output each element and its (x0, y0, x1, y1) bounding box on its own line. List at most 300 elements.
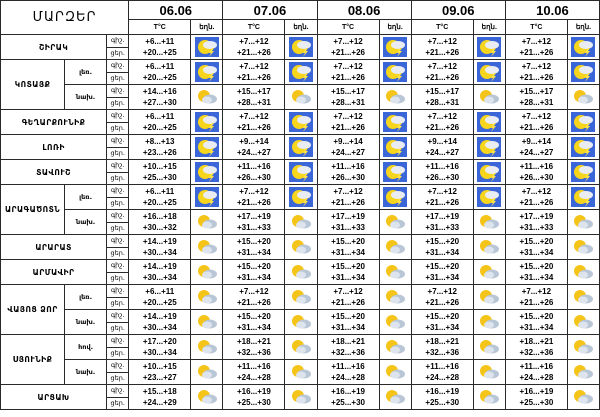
partly-cloudy-icon (477, 237, 501, 257)
temperature-range: +7...+12 (521, 61, 552, 71)
temperature-cell (317, 260, 379, 285)
partly-cloudy-icon (289, 212, 313, 232)
temperature-range: +24...+27 (331, 148, 365, 157)
partly-cloudy-icon (477, 362, 501, 382)
partly-cloudy-icon (571, 262, 595, 282)
temperature-range: +9...+14 (427, 136, 457, 146)
rain-thunder-icon (477, 112, 501, 132)
rain-thunder-icon (571, 187, 595, 207)
period-labels (107, 160, 129, 185)
temperature-range: +7...+12 (521, 286, 552, 296)
region-name: ԿՈՏԱՅՔ (1, 60, 65, 110)
rain-thunder-icon (195, 37, 219, 57)
weather-icon-cell (567, 60, 599, 85)
temperature-range: +21...+26 (519, 198, 554, 207)
temperature-range: +25...+30 (142, 173, 177, 182)
temperature-range: +31...+34 (237, 273, 271, 282)
weather-icon-cell (567, 385, 599, 410)
temperature-range: +15...+20 (331, 311, 365, 321)
temperature-cell (505, 135, 567, 160)
region-name: ԱՐԱՐԱՏ (1, 235, 107, 260)
period-label: ցեր. (107, 72, 128, 85)
temperature-cell (223, 360, 285, 385)
weather-icon-cell (379, 85, 411, 110)
temperature-cell (223, 210, 285, 235)
regions-header: ՄԱՐԶԵՐ (1, 1, 129, 35)
period-labels (107, 360, 129, 385)
temperature-range: +24...+29 (142, 398, 177, 407)
temperature-cell (223, 60, 285, 85)
temperature-cell (129, 35, 191, 60)
rain-thunder-icon (571, 112, 595, 132)
partly-cloudy-icon (195, 87, 219, 107)
subregion-label: նախ. (65, 85, 107, 110)
weather-icon-cell (473, 310, 505, 335)
weather-icon-cell (473, 235, 505, 260)
period-labels (107, 60, 129, 85)
temperature-range: +15...+18 (142, 386, 177, 396)
temperature-range: +24...+28 (331, 373, 365, 382)
partly-cloudy-icon (289, 237, 313, 257)
temperature-cell (223, 85, 285, 110)
period-label: գիշ. (110, 361, 125, 369)
temperature-cell (411, 60, 473, 85)
weather-column-header: եղն. (191, 20, 223, 35)
weather-icon-cell (379, 60, 411, 85)
period-label: ցեր. (107, 397, 128, 410)
temperature-range: +24...+28 (237, 373, 271, 382)
temperature-range: +17...+20 (142, 336, 177, 346)
weather-icon-cell (473, 335, 505, 360)
weather-icon-cell (567, 135, 599, 160)
temperature-range: +15...+17 (237, 86, 271, 96)
weather-icon-cell (567, 110, 599, 135)
partly-cloudy-icon (289, 362, 313, 382)
temperature-cell (411, 385, 473, 410)
rain-thunder-icon (477, 62, 501, 82)
temperature-range: +17...+19 (237, 211, 271, 221)
temperature-range: +30...+34 (142, 323, 177, 332)
temperature-range: +25...+30 (237, 398, 271, 407)
temperature-cell (223, 335, 285, 360)
temperature-cell (223, 35, 285, 60)
rain-thunder-icon (195, 137, 219, 157)
period-labels (107, 210, 129, 235)
temperature-range: +15...+17 (331, 86, 365, 96)
temperature-column-header: T°C (411, 20, 473, 35)
temperature-cell (505, 335, 567, 360)
temperature-range: +23...+26 (142, 148, 177, 157)
temperature-range: +15...+20 (237, 236, 271, 246)
temperature-range: +25...+30 (519, 398, 554, 407)
partly-cloudy-icon (477, 387, 501, 407)
temperature-range: +7...+12 (239, 111, 269, 121)
temperature-cell (411, 360, 473, 385)
rain-thunder-icon (383, 162, 407, 182)
temperature-range: +21...+26 (519, 298, 554, 307)
temperature-cell (317, 60, 379, 85)
weather-icon-cell (191, 110, 223, 135)
partly-cloudy-icon (195, 362, 219, 382)
temperature-range: +15...+17 (519, 86, 554, 96)
temperature-range: +15...+20 (425, 261, 460, 271)
weather-icon-cell (191, 210, 223, 235)
temperature-range: +31...+33 (237, 223, 271, 232)
temperature-range: +6...+11 (145, 36, 175, 46)
weather-icon-cell (191, 310, 223, 335)
temperature-cell (411, 160, 473, 185)
region-row (1, 335, 600, 360)
temperature-range: +17...+19 (425, 211, 460, 221)
rain-thunder-icon (571, 62, 595, 82)
partly-cloudy-icon (383, 362, 407, 382)
rain-thunder-icon (383, 62, 407, 82)
temperature-range: +21...+26 (237, 48, 271, 57)
temperature-range: +21...+26 (237, 298, 271, 307)
temperature-range: +25...+30 (331, 398, 365, 407)
region-row (1, 310, 600, 335)
temperature-range: +11...+16 (237, 361, 271, 371)
weather-column-header: եղն. (473, 20, 505, 35)
temperature-range: +26...+30 (237, 173, 271, 182)
period-label: գիշ. (110, 336, 125, 344)
temperature-cell (505, 310, 567, 335)
temperature-cell (223, 235, 285, 260)
temperature-range: +16...+19 (331, 386, 365, 396)
temperature-cell (223, 285, 285, 310)
weather-icon-cell (567, 335, 599, 360)
partly-cloudy-icon (477, 312, 501, 332)
temperature-range: +16...+19 (425, 386, 460, 396)
temperature-range: +17...+19 (519, 211, 554, 221)
weather-icon-cell (285, 310, 317, 335)
rain-thunder-icon (289, 162, 313, 182)
rain-thunder-icon (571, 162, 595, 182)
weather-icon-cell (285, 160, 317, 185)
temperature-column-header: T°C (223, 20, 285, 35)
weather-icon-cell (379, 210, 411, 235)
temperature-cell (129, 385, 191, 410)
temperature-range: +21...+26 (519, 123, 554, 132)
temperature-cell (129, 160, 191, 185)
temperature-range: +21...+26 (425, 73, 460, 82)
temperature-range: +18...+21 (331, 336, 365, 346)
temperature-range: +14...+19 (142, 311, 177, 321)
temperature-cell (411, 310, 473, 335)
temperature-cell (223, 110, 285, 135)
temperature-cell (505, 110, 567, 135)
temperature-range: +28...+31 (237, 98, 271, 107)
partly-cloudy-icon (571, 362, 595, 382)
period-label: ցեր. (107, 347, 128, 360)
partly-cloudy-icon (571, 387, 595, 407)
region-name: ՇԻՐԱԿ (1, 35, 107, 60)
partly-cloudy-icon (571, 337, 595, 357)
period-labels (107, 285, 129, 310)
temperature-range: +11...+16 (237, 161, 271, 171)
weather-icon-cell (285, 335, 317, 360)
period-label: ցեր. (107, 122, 128, 135)
weather-icon-cell (567, 235, 599, 260)
partly-cloudy-icon (383, 87, 407, 107)
temperature-range: +7...+12 (333, 286, 363, 296)
temperature-range: +15...+20 (519, 311, 554, 321)
temperature-range: +7...+12 (239, 61, 269, 71)
period-label: ցեր. (107, 97, 128, 110)
temperature-cell (129, 185, 191, 210)
temperature-range: +31...+33 (519, 223, 554, 232)
temperature-range: +9...+14 (521, 136, 552, 146)
partly-cloudy-icon (195, 387, 219, 407)
temperature-range: +21...+26 (425, 298, 460, 307)
period-labels (107, 185, 129, 210)
rain-thunder-icon (383, 187, 407, 207)
temperature-range: +30...+34 (142, 273, 177, 282)
partly-cloudy-icon (195, 262, 219, 282)
temperature-cell (223, 260, 285, 285)
period-label: գիշ. (110, 36, 125, 44)
rain-thunder-icon (195, 187, 219, 207)
weather-icon-cell (473, 35, 505, 60)
temperature-range: +21...+26 (519, 48, 554, 57)
temperature-cell (505, 285, 567, 310)
temperature-range: +11...+16 (425, 361, 459, 371)
partly-cloudy-icon (289, 287, 313, 307)
rain-thunder-icon (477, 187, 501, 207)
weather-icon-cell (191, 385, 223, 410)
temperature-range: +7...+12 (333, 61, 363, 71)
temperature-range: +26...+30 (331, 173, 365, 182)
date-header: 09.06 (411, 1, 505, 20)
weather-icon-cell (379, 310, 411, 335)
temperature-range: +31...+33 (425, 223, 460, 232)
temperature-range: +21...+26 (331, 123, 365, 132)
temperature-range: +10...+15 (142, 161, 177, 171)
rain-thunder-icon (477, 162, 501, 182)
rain-thunder-icon (477, 37, 501, 57)
temperature-range: +14...+19 (142, 261, 177, 271)
temperature-range: +18...+21 (237, 336, 271, 346)
partly-cloudy-icon (383, 387, 407, 407)
partly-cloudy-icon (383, 287, 407, 307)
weather-icon-cell (191, 85, 223, 110)
partly-cloudy-icon (477, 87, 501, 107)
partly-cloudy-icon (289, 387, 313, 407)
temperature-cell (129, 110, 191, 135)
weather-icon-cell (191, 285, 223, 310)
period-labels (107, 110, 129, 135)
temperature-cell (505, 210, 567, 235)
temperature-range: +18...+21 (519, 336, 554, 346)
temperature-cell (223, 160, 285, 185)
partly-cloudy-icon (195, 237, 219, 257)
temperature-range: +24...+28 (519, 373, 554, 382)
weather-icon-cell (473, 160, 505, 185)
temperature-range: +7...+12 (333, 111, 363, 121)
weather-icon-cell (285, 210, 317, 235)
temperature-range: +21...+26 (237, 73, 271, 82)
weather-icon-cell (567, 35, 599, 60)
temperature-range: +28...+31 (331, 98, 365, 107)
temperature-range: +8...+13 (145, 136, 175, 146)
temperature-range: +31...+34 (331, 273, 365, 282)
temperature-range: +20...+25 (142, 73, 177, 82)
temperature-range: +21...+26 (237, 123, 271, 132)
period-labels (107, 385, 129, 410)
temperature-range: +21...+26 (425, 198, 460, 207)
period-label: ցեր. (107, 197, 128, 210)
temperature-range: +11...+16 (519, 361, 554, 371)
weather-icon-cell (191, 135, 223, 160)
temperature-range: +18...+21 (425, 336, 460, 346)
temperature-cell (411, 185, 473, 210)
region-name: ԱՐԱԳԱԾՈՏՆ (1, 185, 65, 235)
temperature-cell (317, 210, 379, 235)
region-row (1, 60, 600, 85)
temperature-cell (317, 160, 379, 185)
temperature-range: +14...+16 (142, 86, 177, 96)
temperature-cell (129, 285, 191, 310)
temperature-range: +15...+20 (425, 311, 460, 321)
partly-cloudy-icon (195, 212, 219, 232)
period-label: գիշ. (110, 111, 125, 119)
partly-cloudy-icon (477, 287, 501, 307)
weather-icon-cell (285, 385, 317, 410)
temperature-cell (129, 135, 191, 160)
temperature-cell (411, 260, 473, 285)
temperature-cell (317, 185, 379, 210)
region-name: ՏԱՎՈՒՇ (1, 160, 107, 185)
temperature-range: +6...+11 (145, 111, 175, 121)
date-header: 06.06 (129, 1, 223, 20)
partly-cloudy-icon (383, 237, 407, 257)
temperature-range: +31...+34 (519, 248, 554, 257)
temperature-range: +20...+25 (142, 123, 177, 132)
temperature-cell (505, 385, 567, 410)
rain-thunder-icon (289, 112, 313, 132)
temperature-range: +31...+34 (237, 248, 271, 257)
partly-cloudy-icon (477, 337, 501, 357)
temperature-range: +32...+36 (519, 348, 554, 357)
partly-cloudy-icon (289, 337, 313, 357)
temperature-range: +21...+26 (519, 73, 554, 82)
temperature-range: +17...+19 (331, 211, 365, 221)
weather-icon-cell (379, 35, 411, 60)
region-name: ԱՐՑԱԽ (1, 385, 107, 410)
subregion-label: լեռ. (65, 185, 107, 210)
region-row (1, 35, 600, 60)
temperature-range: +10...+15 (142, 361, 177, 371)
temperature-cell (411, 85, 473, 110)
temperature-range: +7...+12 (427, 61, 457, 71)
temperature-range: +21...+26 (425, 48, 460, 57)
rain-thunder-icon (195, 112, 219, 132)
temperature-cell (505, 360, 567, 385)
temperature-range: +11...+16 (331, 161, 365, 171)
temperature-cell (129, 360, 191, 385)
weather-icon-cell (379, 285, 411, 310)
temperature-range: +26...+30 (425, 173, 460, 182)
temperature-range: +16...+18 (142, 211, 177, 221)
temperature-cell (129, 85, 191, 110)
rain-thunder-icon (289, 137, 313, 157)
temperature-range: +21...+26 (331, 48, 365, 57)
weather-icon-cell (473, 210, 505, 235)
temperature-cell (317, 385, 379, 410)
weather-icon-cell (473, 60, 505, 85)
period-label: գիշ. (110, 286, 125, 294)
temperature-range: +25...+30 (425, 398, 460, 407)
weather-icon-cell (379, 160, 411, 185)
temperature-range: +11...+16 (425, 161, 459, 171)
weather-icon-cell (191, 260, 223, 285)
weather-icon-cell (285, 60, 317, 85)
date-header: 08.06 (317, 1, 411, 20)
temperature-range: +20...+25 (142, 298, 177, 307)
period-labels (107, 260, 129, 285)
temperature-range: +28...+31 (425, 98, 460, 107)
temperature-cell (411, 135, 473, 160)
temperature-range: +6...+11 (145, 61, 175, 71)
temperature-range: +15...+17 (425, 86, 460, 96)
partly-cloudy-icon (195, 287, 219, 307)
temperature-cell (505, 35, 567, 60)
temperature-cell (317, 85, 379, 110)
weather-icon-cell (191, 235, 223, 260)
period-label: ցեր. (107, 322, 128, 335)
region-row (1, 260, 600, 285)
rain-thunder-icon (195, 162, 219, 182)
subregion-label: լեռ. (65, 60, 107, 85)
period-label: գիշ. (110, 311, 125, 319)
temperature-cell (223, 310, 285, 335)
weather-icon-cell (567, 285, 599, 310)
weather-icon-cell (285, 360, 317, 385)
period-label: գիշ. (110, 61, 125, 69)
subregion-label: լեռ. (65, 285, 107, 310)
weather-icon-cell (567, 160, 599, 185)
temperature-cell (317, 335, 379, 360)
temperature-cell (317, 360, 379, 385)
rain-thunder-icon (383, 37, 407, 57)
temperature-range: +14...+19 (142, 236, 177, 246)
temperature-range: +7...+12 (427, 286, 457, 296)
temperature-range: +30...+32 (142, 223, 177, 232)
temperature-range: +21...+26 (237, 198, 271, 207)
temperature-cell (129, 210, 191, 235)
weather-icon-cell (285, 35, 317, 60)
subregion-label: նախ. (65, 310, 107, 335)
period-label: ցեր. (107, 222, 128, 235)
temperature-cell (505, 160, 567, 185)
partly-cloudy-icon (289, 262, 313, 282)
temperature-range: +31...+34 (331, 323, 365, 332)
period-labels (107, 135, 129, 160)
temperature-cell (317, 110, 379, 135)
period-label: գիշ. (110, 161, 125, 169)
period-label: գիշ. (110, 86, 125, 94)
region-row (1, 160, 600, 185)
weather-column-header: եղն. (285, 20, 317, 35)
region-row (1, 210, 600, 235)
region-row (1, 110, 600, 135)
rain-thunder-icon (289, 37, 313, 57)
subregion-label: հով. (65, 335, 107, 360)
period-labels (107, 35, 129, 60)
weather-column-header: եղն. (567, 20, 599, 35)
temperature-range: +26...+30 (519, 173, 554, 182)
weather-icon-cell (285, 285, 317, 310)
